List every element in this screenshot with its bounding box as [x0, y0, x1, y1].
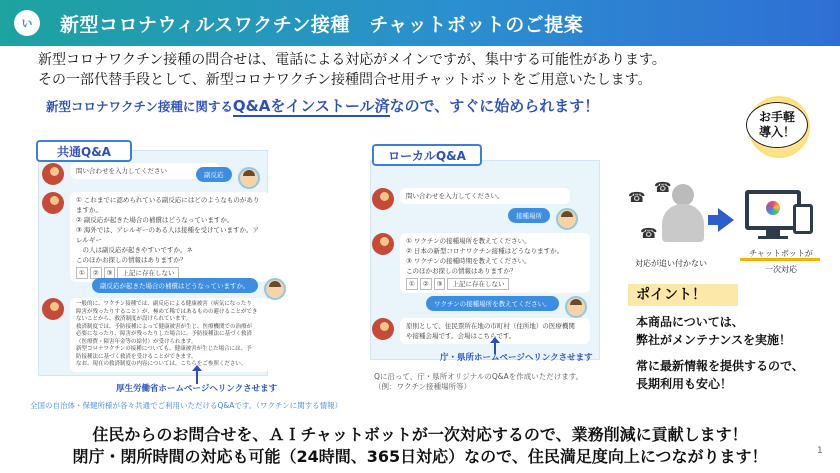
- long-answer-line: 防接種法に基づく救済を受けることができます。: [76, 353, 197, 360]
- common-answer-line: ③ 海外では、アレルギーのある人は接種を受けていますか。アレルギー: [76, 226, 259, 244]
- point-line-1: 本商品については、: [636, 315, 744, 329]
- common-bot-answer: [70, 192, 270, 282]
- badge-bubble: [746, 102, 808, 148]
- busy-operator-icon: [660, 184, 704, 242]
- bot-caption-line-2: 一次対応: [765, 265, 797, 274]
- point-line-2: 弊社がメンテナンスを実施！: [636, 333, 792, 347]
- caller-caption: 対応が追い付かない: [635, 259, 707, 268]
- phone-icon: ☎: [654, 180, 672, 196]
- local-qa-label: ローカルQ&A: [372, 144, 482, 166]
- common-bot-long-answer-row: [42, 298, 270, 372]
- common-bot-greeting: 問い合わせを入力してください: [70, 163, 220, 179]
- logo-icon: [14, 10, 40, 36]
- ai-brain-icon: [766, 201, 780, 215]
- local-bot-greeting-row: [372, 188, 570, 210]
- long-answer-line: なお、現在の救済制度の内容については、こちらをご参照ください。: [76, 361, 247, 367]
- common-user-question-row: [92, 278, 286, 300]
- caption-underline: [740, 258, 820, 261]
- local-gray-note: [374, 372, 583, 392]
- long-answer-line: （医療費・障害年金等の給付）が受けられます。: [76, 338, 197, 345]
- common-user-question: 副反応が起きた場合の補償はどうなっていますか。: [92, 278, 258, 293]
- common-qa-label: 共通Q&A: [36, 140, 132, 162]
- bot-avatar-icon: [372, 188, 394, 210]
- local-bot-answer2-row: [372, 318, 590, 344]
- user-avatar-icon: [264, 278, 286, 300]
- local-user-question: ワクチンの接種場所を教えてください。: [426, 296, 559, 311]
- local-user-reply: 接種場所: [508, 208, 550, 223]
- option-button[interactable]: ②: [90, 267, 102, 279]
- headline: [46, 95, 599, 116]
- long-answer-line: 障害が残ったりすること）が、極めて稀ではあるものの避けることができ: [76, 308, 258, 315]
- intro-text: [38, 50, 666, 90]
- bot-caption-line-1: チャットボットが: [749, 249, 813, 258]
- common-answer-line: このほかお探しの情報はありますか？: [76, 256, 187, 264]
- local-gray-note-line-1: Qに沿って、庁・県所オリジナルのQ&Aを作成いただけます。: [374, 372, 584, 381]
- option-button[interactable]: ①: [406, 278, 418, 290]
- tablet-icon: [793, 204, 813, 234]
- common-bot-answer-row: [42, 192, 270, 282]
- common-answer-line: の人は副反応が起きやすいですか。ネ: [76, 246, 193, 254]
- bot-avatar-icon: [42, 163, 64, 185]
- long-answer-line: 必要になったり、障害が残ったりした場合に、予防接種法に基づく救済: [76, 331, 253, 337]
- arrow-right-icon: [718, 208, 734, 232]
- long-answer-line: 一般的に、ワクチン接種では、副反応による健康被害（病気になったり: [76, 301, 252, 307]
- option-none-button[interactable]: 上記に存在しない: [447, 278, 509, 290]
- phone-icon: ☎: [628, 190, 646, 206]
- local-answer-line: ① ワクチンの接種場所を教えてください。: [406, 237, 531, 245]
- option-button[interactable]: ②: [420, 278, 432, 290]
- headline-part-1: 新型コロナワクチン接種に関する: [46, 99, 233, 114]
- point-line-4: 長期利用も安心！: [636, 377, 733, 391]
- common-link-note: 厚生労働省ホームページへリンクさせます: [116, 384, 278, 394]
- slide-title: 新型コロナウィルスワクチン接種 チャットボットのご提案: [60, 14, 584, 36]
- local-answer-line: このほかお探しの情報はありますか？: [406, 267, 517, 275]
- local-answer-line: ② 日本の新型コロナワクチン接種はどうなりますか。: [406, 247, 564, 255]
- bottom-line-2: 閉庁・閉所時間の対応も可能（24時間、365日対応）なので、住民満足度向上につながります！: [72, 447, 768, 466]
- logo-text: い: [21, 17, 33, 30]
- bot-avatar-icon: [372, 233, 394, 255]
- local-user-question-row: [426, 296, 587, 318]
- option-button[interactable]: ①: [76, 267, 88, 279]
- option-button[interactable]: ③: [104, 267, 116, 279]
- local-gray-note-line-2: （例：ワクチン接種場所等）: [374, 382, 472, 391]
- common-answer-line: ① これまでに認められている副反応にはどのようなものがありますか。: [76, 196, 260, 214]
- local-bot-answer-row: [372, 233, 590, 293]
- bottom-line-1: 住民からのお問合せを、ＡＩチャットボットが一次対応するので、業務削減に貢献します！: [92, 425, 748, 444]
- local-answer-line: ③ ワクチンの接種時期を教えてください。: [406, 257, 531, 265]
- local-answer2-line: や接種会場です。会場はこちらです。: [406, 332, 516, 340]
- badge-line-1: お手軽: [758, 110, 795, 124]
- local-link-note: 庁・県所ホームページへリンクさせます: [440, 353, 593, 363]
- easy-intro-badge: [740, 88, 818, 166]
- page-number: 1: [817, 446, 823, 456]
- point-title: ポイント！: [628, 284, 738, 306]
- bot-avatar-icon: [42, 192, 64, 214]
- bot-avatar-icon: [372, 318, 394, 340]
- badge-line-2: 導入！: [758, 125, 795, 139]
- phone-icon: ☎: [640, 226, 658, 242]
- intro-line-1: 新型コロナワクチン接種の問合せは、電話による対応がメインですが、集中する可能性があります。: [38, 52, 666, 68]
- intro-line-2: その一部代替手段として、新型コロナワクチン接種問合せ用チャットボットをご用意いたします。: [38, 72, 652, 88]
- common-user-reply-row: [196, 167, 260, 189]
- headline-part-2: Q&Aをインストール済: [232, 97, 390, 115]
- headline-part-3: なので、すぐに始められます！: [389, 97, 600, 115]
- user-avatar-icon: [565, 296, 587, 318]
- local-user-reply-row: [508, 208, 578, 230]
- slide-header: [0, 0, 840, 46]
- point-line-3: 常に最新情報を提供するので、: [636, 359, 804, 373]
- local-answer2-line: 原則として、住民票所在地の市町村（住所地）の医療機関: [406, 322, 575, 330]
- long-answer-line: 救済制度では、予防接種によって健康被害が生じ、医療機関での治療が: [76, 323, 253, 330]
- common-bot-greeting-row: [42, 163, 220, 185]
- local-bot-greeting: 問い合わせを入力してください。: [400, 188, 570, 204]
- long-answer-line: ないことから、救済制度が設けられています。: [76, 316, 192, 322]
- local-bot-answer: [400, 233, 590, 293]
- user-avatar-icon: [556, 208, 578, 230]
- bot-avatar-icon: [42, 298, 64, 320]
- option-button[interactable]: ③: [434, 278, 446, 290]
- common-foot-note: 全国の自治体・保健所様が各々共通でご利用いただけるQ&Aです。（ワクチンに関する情報）: [30, 401, 343, 410]
- option-none-button[interactable]: 上記に存在しない: [117, 267, 179, 279]
- common-answer-line: ② 副反応が起きた場合の補償はどうなっていますか。: [76, 216, 234, 224]
- monitor-base: [758, 236, 788, 239]
- long-answer-line: 新型コロナワクチンの接種についても、健康被害が生じた場合には、予: [76, 346, 252, 352]
- common-user-reply: 副反応: [196, 167, 232, 182]
- user-avatar-icon: [238, 167, 260, 189]
- common-bot-long-answer: [70, 298, 270, 372]
